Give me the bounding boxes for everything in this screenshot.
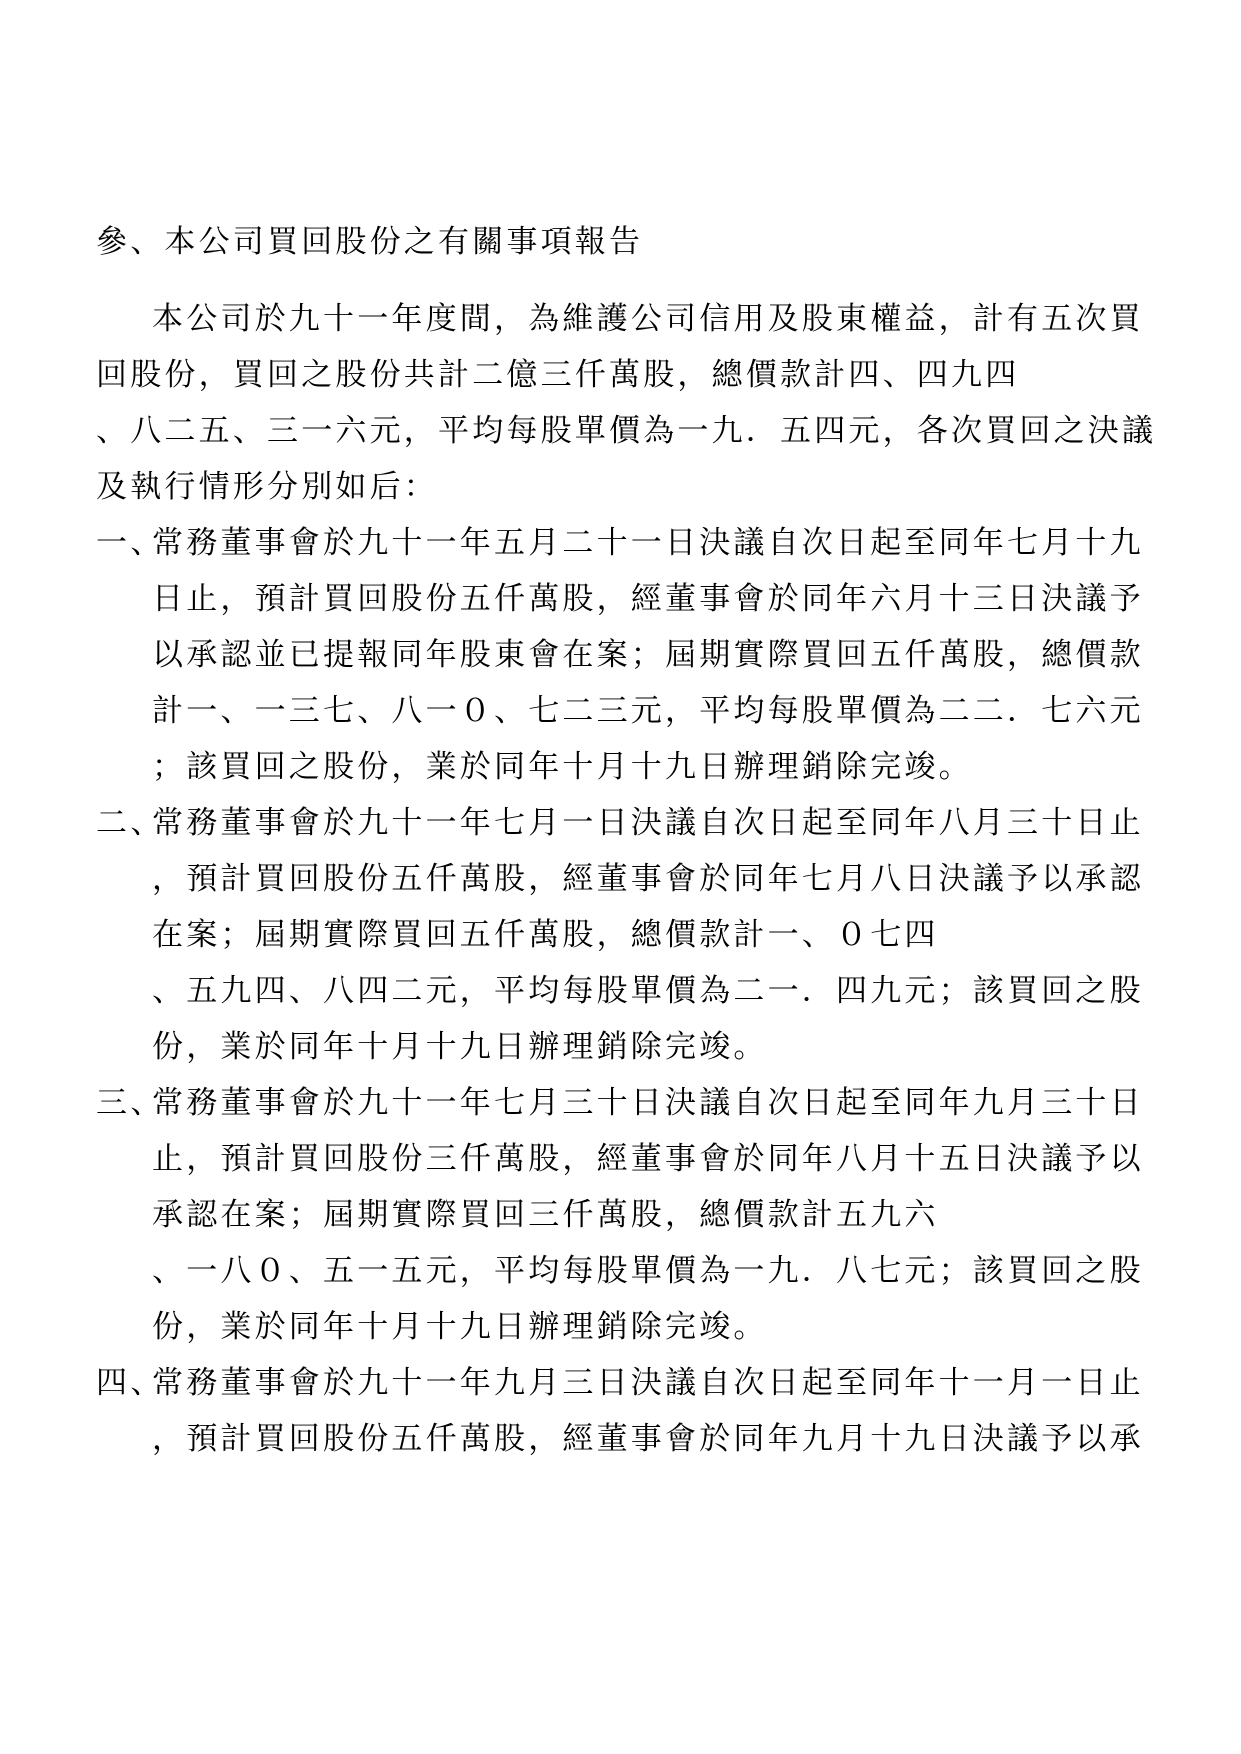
list-item-line: ，預計買回股份五仟萬股，經董事會於同年九月十九日決議予以承 — [152, 1421, 1144, 1457]
list-item-marker: 三、 — [96, 1085, 165, 1121]
list-item-line: 份，業於同年十月十九日辦理銷除完竣。 — [152, 1309, 768, 1345]
list-item-marker: 一、 — [96, 525, 165, 561]
list-item-line: 份，業於同年十月十九日辦理銷除完竣。 — [152, 1029, 768, 1065]
list-item-marker: 四、 — [96, 1365, 165, 1401]
intro-line: 及執行情形分別如后： — [96, 469, 438, 505]
list-item-line: 計一、一三七、八一０、七二三元，平均每股單價為二二．七六元 — [152, 693, 1144, 729]
list-item-line: 以承認並已提報同年股東會在案；屆期實際買回五仟萬股，總價款 — [152, 637, 1144, 673]
list-item-line: 在案；屆期實際買回五仟萬股，總價款計一、０七四 — [152, 917, 939, 953]
list-item-line: 、一八０、五一五元，平均每股單價為一九．八七元；該買回之股 — [152, 1253, 1144, 1289]
list-item-marker: 二、 — [96, 805, 165, 841]
list-item-line: 常務董事會於九十一年九月三日決議自次日起至同年十一月一日止 — [152, 1365, 1144, 1401]
intro-line: 本公司於九十一年度間，為維護公司信用及股東權益，計有五次買 — [152, 301, 1144, 337]
section-heading: 參、本公司買回股份之有關事項報告 — [96, 224, 644, 260]
intro-line: 回股份，買回之股份共計二億三仟萬股，總價款計四、四九四 — [96, 357, 1020, 393]
list-item-line: 常務董事會於九十一年七月三十日決議自次日起至同年九月三十日 — [152, 1085, 1144, 1121]
list-item-line: 、五九四、八四二元，平均每股單價為二一．四九元；該買回之股 — [152, 973, 1144, 1009]
list-item-line: 止，預計買回股份三仟萬股，經董事會於同年八月十五日決議予以 — [152, 1141, 1144, 1177]
list-item-line: 承認在案；屆期實際買回三仟萬股，總價款計五九六 — [152, 1197, 939, 1233]
list-item-line: ，預計買回股份五仟萬股，經董事會於同年七月八日決議予以承認 — [152, 861, 1144, 897]
intro-line: 、八二五、三一六元，平均每股單價為一九．五四元，各次買回之決議 — [96, 413, 1157, 449]
list-item-line: 常務董事會於九十一年五月二十一日決議自次日起至同年七月十九 — [152, 525, 1144, 561]
list-item-line: 常務董事會於九十一年七月一日決議自次日起至同年八月三十日止 — [152, 805, 1144, 841]
list-item-line: ；該買回之股份，業於同年十月十九日辦理銷除完竣。 — [152, 749, 973, 785]
list-item-line: 日止，預計買回股份五仟萬股，經董事會於同年六月十三日決議予 — [152, 581, 1144, 617]
